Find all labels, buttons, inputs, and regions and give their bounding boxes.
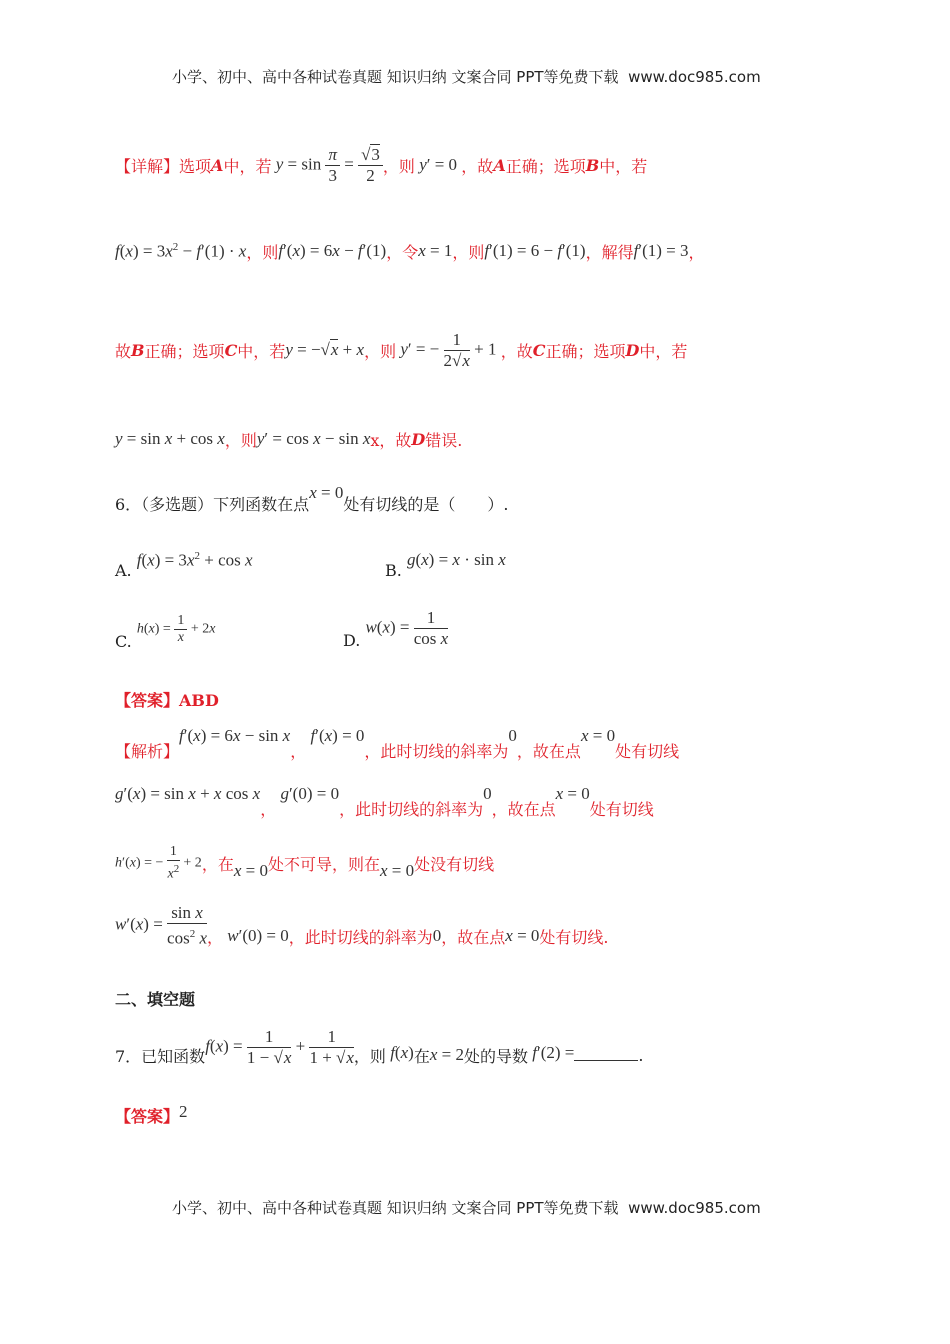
answer-blank[interactable] [574, 1046, 638, 1061]
text-frag: 处有切线 [589, 799, 654, 819]
formula-yprime-0: y′ = 0 [419, 155, 462, 174]
detail-tag: 【详解】 [115, 156, 180, 176]
formula-yprime-D: y′ = cos x − sin x [256, 429, 371, 448]
text-frag: ，则 [452, 242, 485, 262]
section-title: 二、填空题 [115, 990, 196, 1009]
option-label: D. [343, 630, 361, 650]
formula-x-2: x = 2 [429, 1045, 464, 1064]
text-frag: 错误. [425, 430, 463, 450]
text-frag: ，此时切线的斜率为 [364, 741, 509, 761]
formula-option-d: w(x) = $\frac{1}{\text{cos x}}$ [365, 607, 449, 648]
formula-fprime-x: f′(x) = 6x − f′(1) [278, 241, 387, 260]
formula-gprime-x: g′(x) = sin x + x cos x [115, 784, 261, 803]
formula-y-sin-cos: y = sin x + cos x [115, 429, 225, 448]
formula-x-0: x = 0 [233, 861, 268, 880]
formula-x-0: x = 0 [309, 483, 344, 502]
analysis-tag: 【解析】 [115, 741, 180, 761]
header-url[interactable]: www.doc985.com [628, 68, 761, 86]
option-letter: B [585, 155, 600, 175]
text-frag: 中，若 [223, 156, 272, 176]
formula-fprime-x-a: f′(x) = 6x − sin x [179, 726, 291, 745]
formula-y-neg-sqrt: y = −√x + x [285, 340, 365, 359]
text-frag: ，在 [201, 854, 234, 874]
header-text: 小学、初中、高中各种试卷真题 知识归纳 文案合同 PPT等免费下载 [172, 68, 619, 86]
text-frag: ，解得 [585, 242, 634, 262]
text-frag: ，则 [224, 430, 257, 450]
text-frag: 选项 [179, 156, 212, 176]
option-letter: D [411, 429, 426, 449]
formula-y-sin-pi3: y = sin $\frac{\pi}{3}$ = $\frac{√3}{2}$ [271, 145, 382, 186]
q6-stem-text: 处有切线的是（ ）. [343, 494, 509, 514]
option-label: B. [385, 560, 402, 580]
q7-stem-text: 处的导数 [463, 1046, 528, 1066]
option-label: C. [115, 631, 132, 651]
text-frag: ，则 [364, 341, 397, 361]
q7-stem-text: 7．已知函数 [115, 1046, 206, 1066]
q6-option-a[interactable] [115, 545, 253, 580]
text-frag: 处不可导，则在 [267, 854, 380, 874]
answer-tag: 【答案】 [115, 691, 180, 710]
option-letter: C [532, 340, 546, 360]
formula-q7-fx: f(x) = $\frac{1}{1 - √x}$ + $\frac{1}{1 + √x}$ [205, 1026, 354, 1067]
formula-fx-B: $f(x) = 3x^2 - f'(1) \cdot x$ [115, 240, 247, 261]
formula-fprime-1: f′(1) = 6 − f′(1) [484, 241, 586, 260]
option-letter: A [493, 155, 506, 175]
text-frag: 中，若 [237, 341, 286, 361]
formula-zero: 0 [483, 784, 492, 803]
formula-option-b: g(x) = x · sin x [406, 550, 506, 569]
formula-fprime-x-eq-0: f′(x) = 0 [310, 726, 365, 745]
formula-x-1: x = 1 [418, 241, 453, 260]
footer-url[interactable]: www.doc985.com [628, 1199, 761, 1217]
q6-option-c[interactable] [115, 605, 215, 653]
formula-x-0: x = 0 [555, 784, 590, 803]
text-frag: ，故在点 [516, 741, 581, 761]
analysis-line-2 [115, 780, 654, 819]
text-frag: ，此时切线的斜率为 [288, 927, 433, 947]
text-frag: 处有切线 [615, 741, 680, 761]
formula-hprime-x: h′(x) = − $\frac{1}{x^2}$ + 2 [115, 843, 202, 882]
formula-x-0: x = 0 [379, 861, 415, 880]
q6-option-d[interactable] [343, 603, 448, 653]
answer-tag: 【答案】 [115, 1107, 180, 1126]
formula-wprime-x: w′(x) = $\frac{\text{sin x}}{\cos^2 x}$ [115, 903, 207, 948]
text-frag: ，令 [386, 242, 419, 262]
text-frag: 正确；选项 [505, 156, 586, 176]
q6-answer [115, 688, 219, 711]
formula-option-a: $f(x) = 3x^2 + \cos x$ [136, 549, 253, 570]
footer-text: 小学、初中、高中各种试卷真题 知识归纳 文案合同 PPT等免费下载 [172, 1199, 619, 1217]
detail-line-1 [115, 140, 647, 190]
formula-fprime-2: f′(2) = [532, 1043, 575, 1062]
text-frag: ，此时切线的斜率为 [339, 799, 484, 819]
q7-stem [115, 1022, 643, 1072]
text-frag: ，则 [382, 156, 415, 176]
analysis-line-3 [115, 840, 494, 886]
text-frag: ， [290, 741, 307, 761]
formula-wprime-0: w′(0) = 0 [227, 926, 289, 945]
q7-answer [115, 1101, 188, 1127]
analysis-line-4 [115, 902, 609, 950]
formula-fprime-1-eq-3: f′(1) = 3 [633, 241, 689, 260]
option-letter: A [211, 155, 224, 175]
q6-option-b[interactable] [385, 545, 506, 580]
page-header [172, 66, 761, 87]
text-frag: ， [207, 927, 224, 947]
answer-value: ABD [179, 691, 219, 710]
detail-line-2 [115, 236, 705, 266]
option-letter: B [131, 340, 145, 360]
q7-stem-text: 在 [413, 1046, 430, 1066]
text-frag: ，故 [500, 341, 533, 361]
text-frag: 故 [115, 341, 132, 361]
page-footer [172, 1197, 761, 1218]
q6-stem [115, 485, 508, 521]
formula-zero: 0 [432, 926, 442, 945]
option-letter: D [625, 340, 640, 360]
text-frag: x，故 [370, 430, 412, 450]
formula-q7-f-of-x: f(x) [390, 1043, 414, 1062]
analysis-line-1 [115, 722, 680, 761]
formula-zero: 0 [508, 726, 517, 745]
text-frag: 中，若 [639, 341, 688, 361]
q7-stem-text: ，则 [353, 1046, 386, 1066]
text-frag: 正确；选项 [144, 341, 225, 361]
detail-line-4 [115, 422, 462, 456]
text-frag: 处没有切线 [414, 854, 495, 874]
option-label: A. [115, 560, 132, 580]
option-letter: C [224, 340, 238, 360]
q6-stem-text: 6．（多选题）下列函数在点 [115, 494, 310, 514]
text-frag: ，故 [461, 156, 494, 176]
formula-x-0: x = 0 [580, 726, 616, 745]
answer-value: 2 [179, 1101, 188, 1121]
detail-line-3 [115, 325, 687, 375]
q7-stem-text: . [638, 1045, 644, 1065]
formula-gprime-0: g′(0) = 0 [280, 784, 340, 803]
text-frag: 中，若 [599, 156, 648, 176]
text-frag: ，故在点 [441, 927, 506, 947]
text-frag: ，故在点 [491, 799, 556, 819]
formula-option-c: h(x) = $\frac{1}{x}$ + 2x [136, 612, 216, 645]
text-frag: 处有切线. [539, 927, 609, 947]
formula-yprime-C: y′ = − $\frac{1}{2√x}$ + 1 [400, 329, 501, 370]
text-frag: ，则 [246, 242, 279, 262]
text-frag: ， [688, 242, 705, 262]
formula-x-0: x = 0 [505, 926, 540, 945]
text-frag: 正确；选项 [545, 341, 626, 361]
text-frag: ， [260, 799, 277, 819]
